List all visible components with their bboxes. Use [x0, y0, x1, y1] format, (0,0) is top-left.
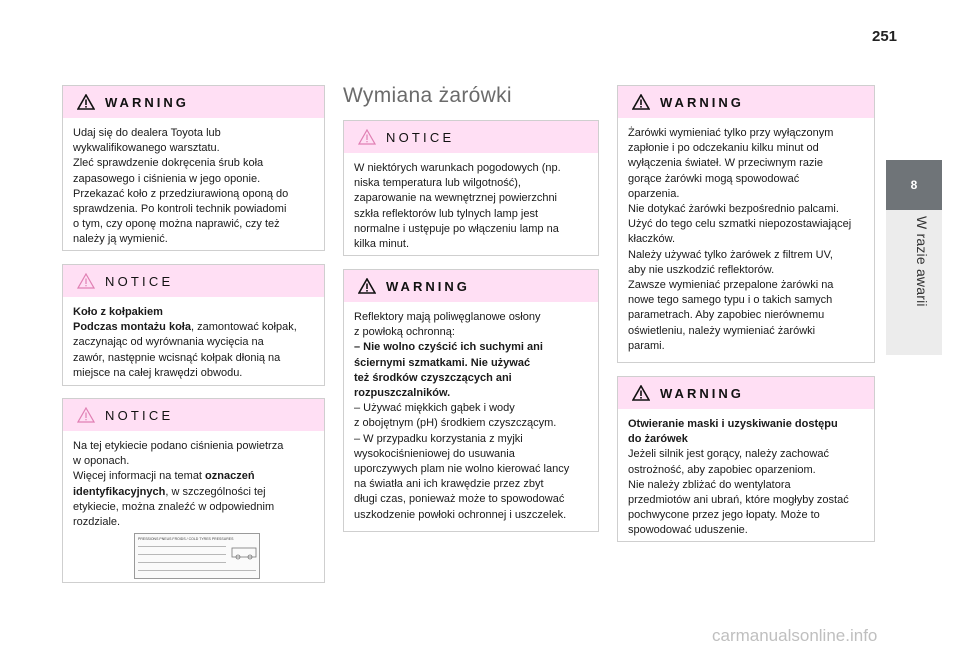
tire-pressure-label-image: [134, 533, 260, 579]
tire-label-row: [138, 562, 226, 563]
notice-header: [63, 399, 324, 431]
warning-box-bonnet: [617, 376, 875, 542]
tire-label-caption: PRESSIONS PNEUS FROIDS / COLD TYRES PRESSURES: [138, 537, 234, 541]
notice-box-hubcap: [62, 264, 325, 386]
notice-header: [344, 121, 598, 153]
warning-triangle-icon: [358, 278, 376, 294]
tire-label-row: [138, 570, 256, 571]
warning-label: WARNING: [660, 385, 744, 401]
warning-text: Żarówki wymieniać tylko przy wyłączonym zapłonie i po odczekaniu kilku minut od wyłączenia świateł. W przeciwnym razie gorące żarówki mogą spowodować oparzenia. Nie dotykać żarówki bezpośrednio palcami. Użyć do tego celu szmatki niepozostawiającej kłaczków. Należy używać tylko żarówek z filtrem UV, aby nie uszkodzić reflektorów. Zawsze wymieniać przepalone żarówki na nowe tego samego typu i o takich samych parametrach. Aby zapobiec nierównemu oświetleniu, należy wymieniać żarówki parami.: [628, 127, 852, 352]
chapter-title: W razie awarii: [914, 216, 930, 307]
warning-triangle-icon: [632, 94, 650, 110]
notice-text: Na tej etykiecie podano ciśnienia powietrza w oponach. Więcej informacji na temat oznaczeń identyfikacyjnych, w szczególności tej etykiecie, można znaleźć w odpowiednim rozdziale.: [73, 440, 284, 529]
notice-triangle-icon: [358, 129, 376, 145]
notice-label: NOTICE: [105, 407, 174, 423]
warning-box-spare-wheel: [62, 85, 325, 251]
notice-header: [63, 265, 324, 297]
warning-header: [618, 86, 874, 118]
page-number: 251: [872, 28, 898, 45]
warning-box-polycarbonate: [343, 269, 599, 532]
tire-label-row: [138, 554, 226, 555]
warning-triangle-icon: [632, 385, 650, 401]
warning-box-bulb-replacement: [617, 85, 875, 363]
warning-text: Udaj się do dealera Toyota lub wykwalifikowanego warsztatu. Zleć sprawdzenie dokręcenia śrub koła zapasowego i ciśnienia w jego oponie. Przekazać koło z przedziurawioną oponą do sprawdzenia. Po kontroli technik powiadomi o tym, czy oponę można naprawić, czy też należy ją wymienić.: [73, 127, 289, 246]
chapter-tab[interactable]: [886, 160, 942, 210]
warning-text: Reflektory mają poliwęglanowe osłony z powłoką ochronną: – Nie wolno czyścić ich suchymi ani ściernymi szmatkami. Nie używać też środków czyszczących ani rozpuszczalników. – Używać miękkich gąbek i wody z obojętnym (pH) środkiem czyszczącym. – W przypadku korzystania z myjki wysokociśnieniowej do usuwania uporczywych plam nie wolno kierować lancy na światła ani ich krawędzie przez zbyt długi czas, ponieważ może to spowodować uszkodzenie powłoki ochronnej i uszczelek.: [354, 311, 570, 521]
notice-triangle-icon: [77, 273, 95, 289]
warning-label: WARNING: [660, 94, 744, 110]
warning-triangle-icon: [77, 94, 95, 110]
notice-label: NOTICE: [386, 129, 455, 145]
section-title: Wymiana żarówki: [343, 84, 512, 107]
car-icon: [231, 544, 257, 560]
warning-label: WARNING: [105, 94, 189, 110]
notice-text: W niektórych warunkach pogodowych (np. niska temperatura lub wilgotność), zaparowanie na wewnętrznej powierzchni szkła reflektorów lub tylnych lamp jest normalne i ustępuje po włączeniu lamp na kilka minut.: [354, 162, 561, 251]
warning-header: [618, 377, 874, 409]
notice-text: Koło z kołpakiem Podczas montażu koła, zamontować kołpak, zaczynając od wyrównania wycięcia na zawór, następnie wcisnąć kołpak dłonią na miejsce na całej krawędzi obwodu.: [73, 306, 297, 379]
notice-label: NOTICE: [105, 273, 174, 289]
tire-label-row: [138, 546, 226, 547]
notice-box-condensation: [343, 120, 599, 256]
warning-header: [63, 86, 324, 118]
warning-label: WARNING: [386, 278, 470, 294]
warning-text: Otwieranie maski i uzyskiwanie dostępu do żarówek Jeżeli silnik jest gorący, należy zachować ostrożność, aby zapobiec oparzeniom. Nie należy zbliżać do wentylatora przedmiotów ani ubrań, które mogłyby zostać pochwycone przez jego łopaty. Może to spowodować uduszenie.: [628, 418, 849, 537]
chapter-number: 8: [910, 178, 918, 192]
warning-header: [344, 270, 598, 302]
notice-triangle-icon: [77, 407, 95, 423]
watermark: carmanualsonline.info: [712, 626, 878, 645]
